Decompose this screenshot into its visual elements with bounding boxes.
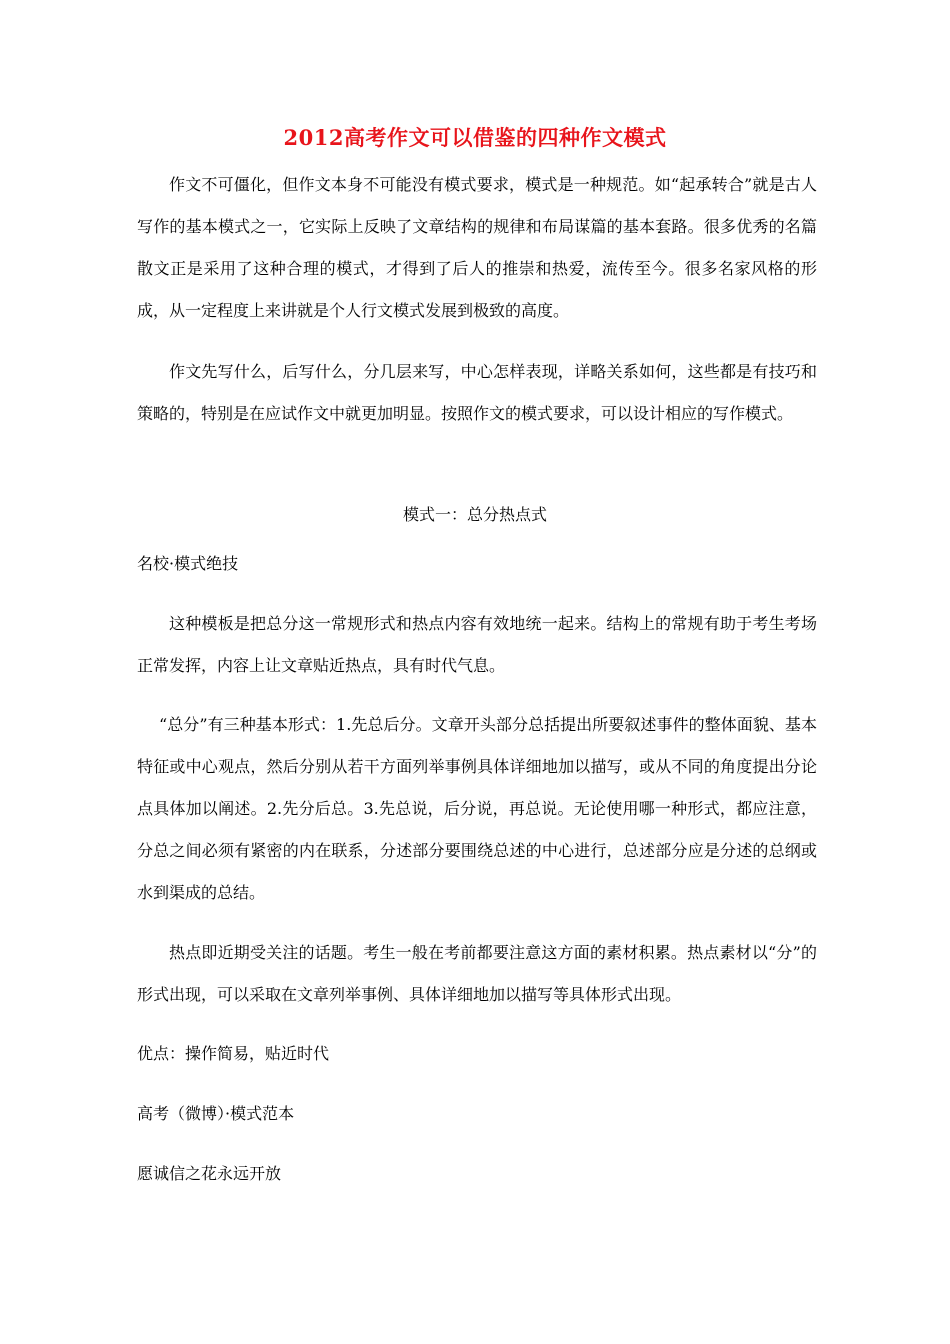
section-heading-mode-one: 模式一：总分热点式 [402, 505, 547, 524]
template-description-paragraph: 这种模板是把总分这一常规形式和热点内容有效地统一起来。结构上的常规有助于考生考场正常发挥，内容上让文章贴近热点，具有时代气息。 [137, 614, 817, 675]
subheading-exam-sample: 高考（微博）·模式范本 [137, 1104, 295, 1123]
intro-paragraph: 作文不可僵化，但作文本身不可能没有模式要求，模式是一种规范。如“起承转合”就是古人写作的基本模式之一，它实际上反映了文章结构的规律和布局谋篇的基本套路。很多优秀的名篇散文正是采用了这种合理的模式，才得到了后人的推崇和热爱，流传至今。很多名家风格的形成，从一定程度上来讲就是个人行文模式发展到极致的高度。 [137, 175, 817, 320]
second-paragraph: 作文先写什么，后写什么，分几层来写，中心怎样表现，详略关系如何，这些都是有技巧和策略的，特别是在应试作文中就更加明显。按照作文的模式要求，可以设计相应的写作模式。 [137, 362, 817, 423]
document-title: 2012高考作文可以借鉴的四种作文模式 [283, 125, 667, 150]
total-division-paragraph: “总分”有三种基本形式：1.先总后分。文章开头部分总括提出所要叙述事件的整体面貌、基本特征或中心观点，然后分别从若干方面列举事例具体详细地加以描写，或从不同的角度提出分论点具体加以阐述。2.先分后总。3.先总说，后分说，再总说。无论使用哪一种形式，都应注意，分总之间必须有紧密的内在联系，分述部分要围绕总述的中心进行，总述部分应是分述的总纲或水到渠成的总结。 [137, 715, 817, 902]
hotspot-paragraph: 热点即近期受关注的话题。考生一般在考前都要注意这方面的素材积累。热点素材以“分”的形式出现，可以采取在文章列举事例、具体详细地加以描写等具体形式出现。 [137, 943, 817, 1004]
advantage-line: 优点：操作简易，贴近时代 [137, 1044, 330, 1063]
essay-title: 愿诚信之花永远开放 [137, 1164, 282, 1183]
subheading-school-technique: 名校·模式绝技 [137, 554, 239, 573]
